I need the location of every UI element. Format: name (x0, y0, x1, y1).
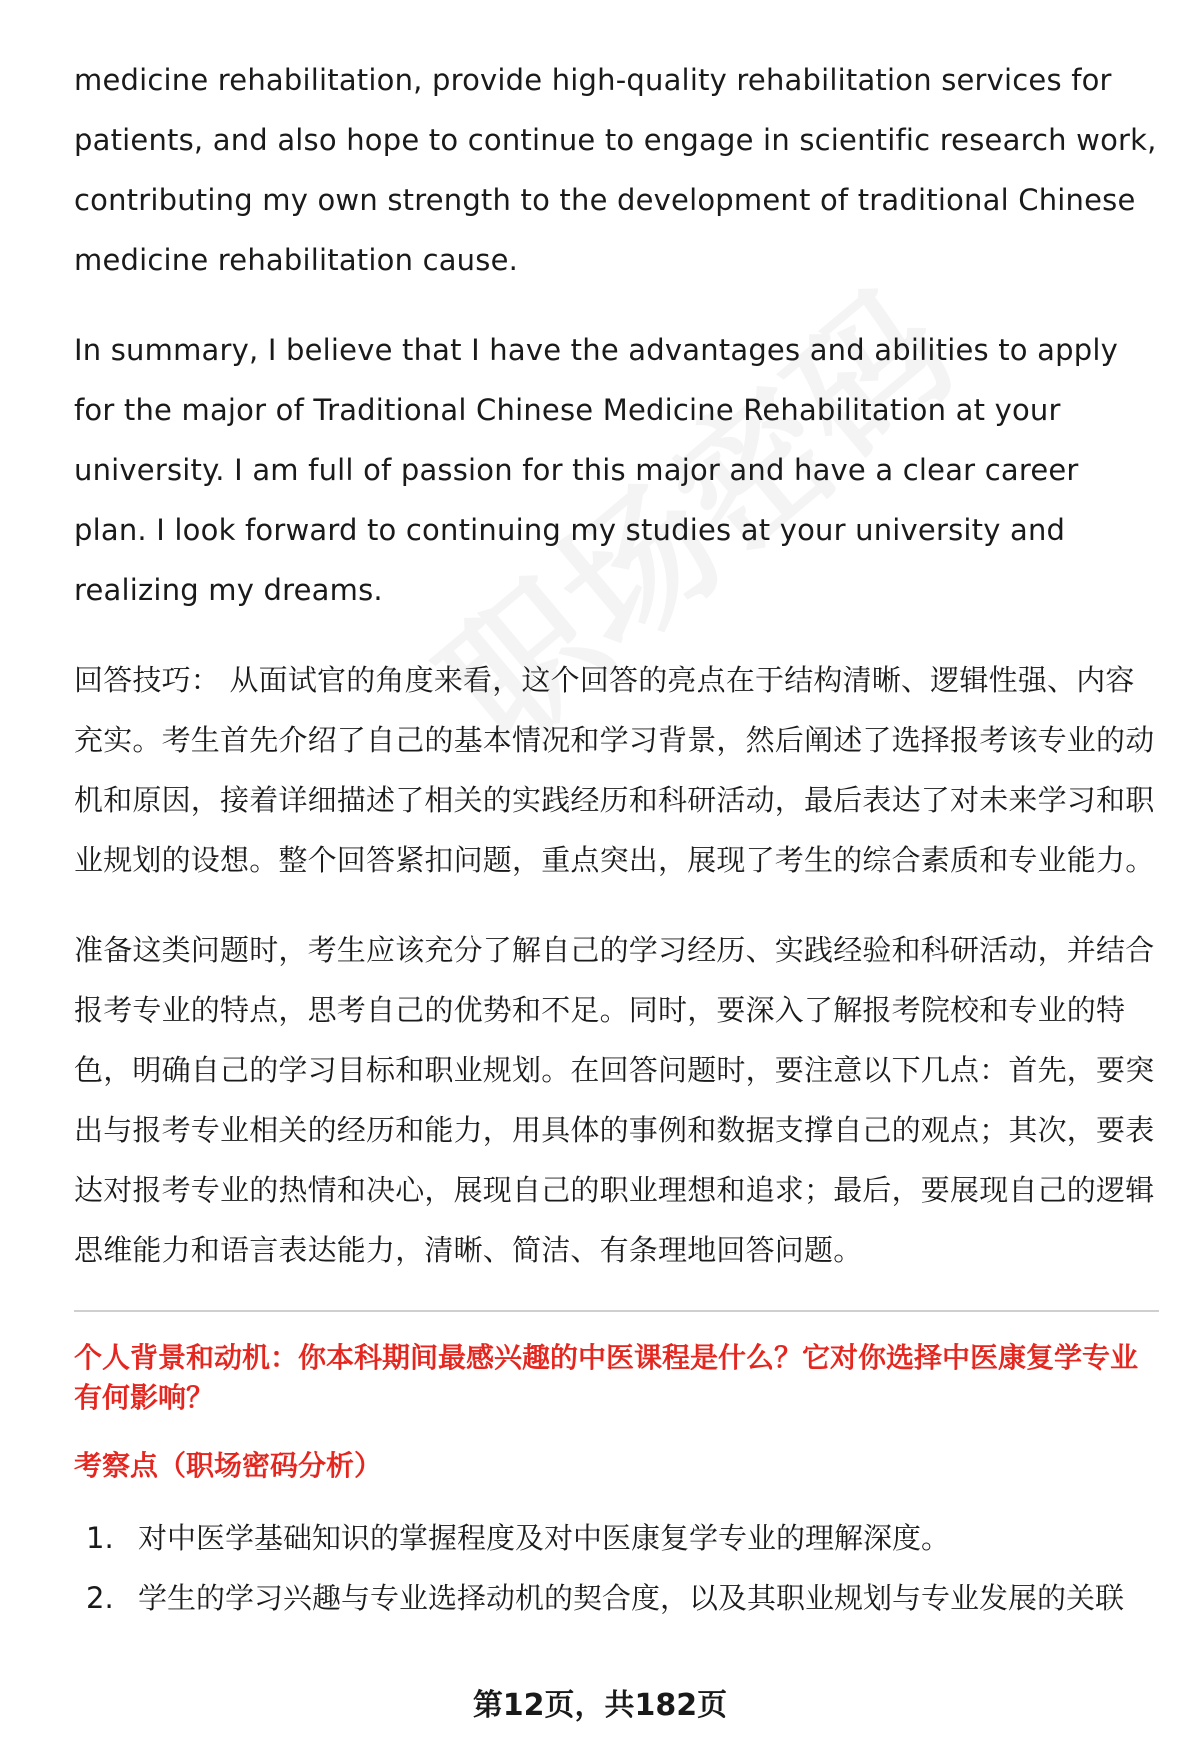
section-divider (74, 1310, 1159, 1312)
list-item-number: 2. (86, 1581, 114, 1615)
list-item (74, 1568, 1159, 1628)
document-page (74, 50, 1159, 1628)
list-item (74, 1508, 1159, 1568)
answer-tips-paragraph: 回答技巧： 从面试官的角度来看，这个回答的亮点在于结构清晰、逻辑性强、内容充实。考生首先介绍了自己的基本情况和学习背景，然后阐述了选择报考该专业的动机和原因，接着详细描述了相关的实践经历和科研活动，最后表达了对未来学习和职业规划的设想。整个回答紧扣问题，重点突出，展现了考生的综合素质和专业能力。 (74, 663, 1155, 877)
paragraph-en-2: In summary, I believe that I have the advantages and abilities to apply for the major of Traditional Chinese Medicine Rehabilitation at your university. I am full of passion for this major and have a clear career plan. I look forward to continuing my studies at your university and realizing my dreams. (74, 333, 1118, 607)
list-item-number: 1. (86, 1521, 114, 1555)
preparation-paragraph: 准备这类问题时，考生应该充分了解自己的学习经历、实践经验和科研活动，并结合报考专业的特点，思考自己的优势和不足。同时，要深入了解报考院校和专业的特色，明确自己的学习目标和职业规划。在回答问题时，要注意以下几点：首先，要突出与报考专业相关的经历和能力，用具体的事例和数据支撑自己的观点；其次，要表达对报考专业的热情和决心，展现自己的职业理想和追求；最后，要展现自己的逻辑思维能力和语言表达能力，清晰、简洁、有条理地回答问题。 (74, 933, 1155, 1267)
paragraph-en-1: medicine rehabilitation, provide high-quality rehabilitation services for patients, and also hope to continue to engage in scientific research work, contributing my own strength to the development of traditional Chinese medicine rehabilitation cause. (74, 63, 1157, 277)
list-item-text: 学生的学习兴趣与专业选择动机的契合度，以及其职业规划与专业发展的关联 (138, 1581, 1125, 1615)
assessment-points-heading: 考察点（职场密码分析） (74, 1449, 383, 1482)
page-number-footer: 第12页，共182页 (472, 1688, 728, 1723)
list-item-text: 对中医学基础知识的掌握程度及对中医康复学专业的理解深度。 (138, 1521, 951, 1555)
assessment-points-list (74, 1508, 1159, 1628)
question-heading: 个人背景和动机：你本科期间最感兴趣的中医课程是什么？它对你选择中医康复学专业有何影响？ (74, 1341, 1139, 1414)
